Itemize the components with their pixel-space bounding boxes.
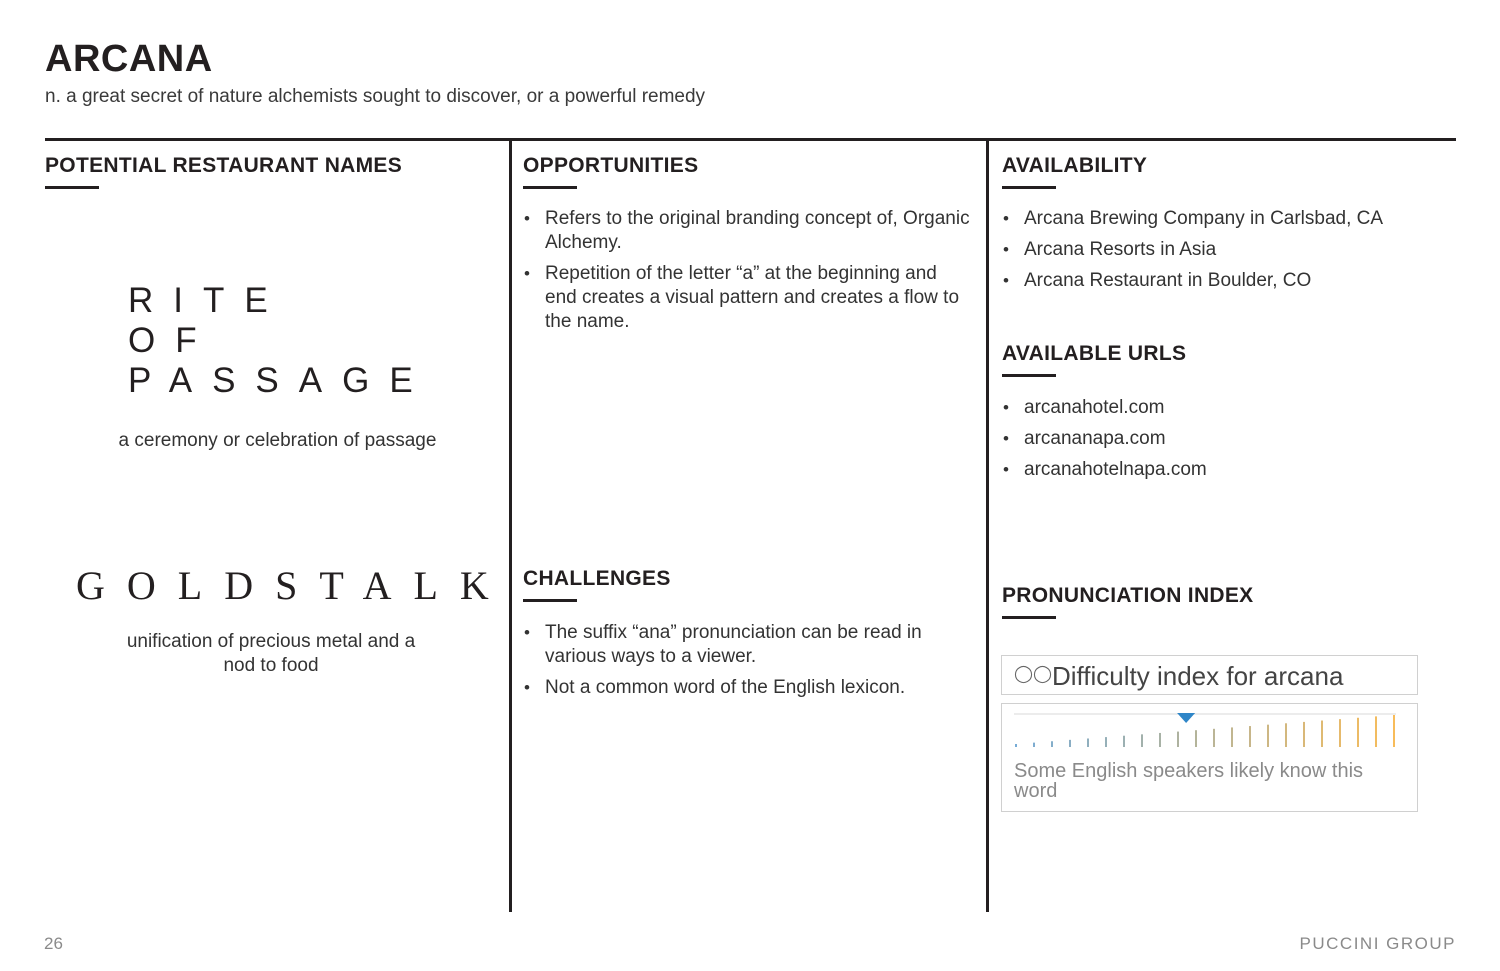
- goldstalk-caption: [45, 630, 497, 678]
- opportunities-list: [523, 207, 971, 341]
- rite-line-3: PASSAGE: [128, 361, 433, 400]
- list-item: • Arcana Brewing Company in Carlsbad, CA: [1002, 207, 1462, 231]
- difficulty-marker: [1177, 713, 1195, 723]
- heading-underline: [45, 186, 99, 189]
- header-divider: [45, 138, 1456, 141]
- list-item: • The suffix “ana” pronunciation can be read in various ways to a viewer.: [523, 621, 973, 669]
- goldstalk-caption-line-1: unification of precious metal and a: [126, 631, 416, 652]
- difficulty-description: Some English speakers likely know this word: [1014, 760, 1364, 802]
- heading-underline: [1002, 616, 1056, 619]
- urls-list: [1002, 396, 1462, 489]
- rite-line-2: OF: [128, 321, 217, 360]
- rite-line-1: RITE: [128, 281, 288, 320]
- page-number: 26: [44, 934, 63, 953]
- list-item: • Refers to the original branding concept of, Organic Alchemy.: [523, 207, 971, 255]
- availability-list: [1002, 207, 1462, 300]
- challenges-heading: CHALLENGES: [523, 567, 671, 590]
- page-title: ARCANA: [45, 38, 213, 80]
- name-goldstalk: GOLDSTALK: [76, 563, 511, 608]
- heading-underline: [523, 599, 577, 602]
- available-urls-heading: AVAILABLE URLS: [1002, 342, 1187, 365]
- difficulty-title: Difficulty index for arcana: [1052, 661, 1344, 691]
- goldstalk-caption-line-2: nod to food: [223, 655, 319, 676]
- heading-underline: [523, 186, 577, 189]
- list-item: • Repetition of the letter “a” at the beginning and end creates a visual pattern and creates a flow to the name.: [523, 262, 971, 334]
- footer-brand: PUCCINI GROUP: [1299, 934, 1456, 953]
- heading-underline: [1002, 374, 1056, 377]
- heading-underline: [1002, 186, 1056, 189]
- column-divider-1: [509, 140, 512, 912]
- challenges-list: [523, 621, 973, 707]
- url-item: • arcanahotelnapa.com: [1002, 458, 1462, 482]
- column-divider-2: [986, 140, 989, 912]
- restaurant-names-heading: POTENTIAL RESTAURANT NAMES: [45, 154, 403, 177]
- difficulty-meter-box: [1001, 703, 1418, 812]
- url-item: • arcanahotel.com: [1002, 396, 1462, 420]
- difficulty-title-box: [1001, 655, 1418, 695]
- list-item: • Arcana Resorts in Asia: [1002, 238, 1462, 262]
- url-item: • arcananapa.com: [1002, 427, 1462, 451]
- list-item: • Arcana Restaurant in Boulder, CO: [1002, 269, 1462, 293]
- glasses-icon: ◯◯: [1014, 664, 1053, 683]
- opportunities-heading: OPPORTUNITIES: [523, 154, 699, 177]
- list-item: • Not a common word of the English lexicon.: [523, 676, 973, 700]
- name-rite-of-passage: [128, 281, 433, 401]
- rite-of-passage-caption: a ceremony or celebration of passage: [118, 430, 437, 451]
- word-definition: n. a great secret of nature alchemists sought to discover, or a powerful remedy: [45, 86, 706, 107]
- pronunciation-index-heading: PRONUNCIATION INDEX: [1002, 584, 1254, 607]
- availability-heading: AVAILABILITY: [1002, 154, 1148, 177]
- difficulty-scale: [1002, 704, 1417, 759]
